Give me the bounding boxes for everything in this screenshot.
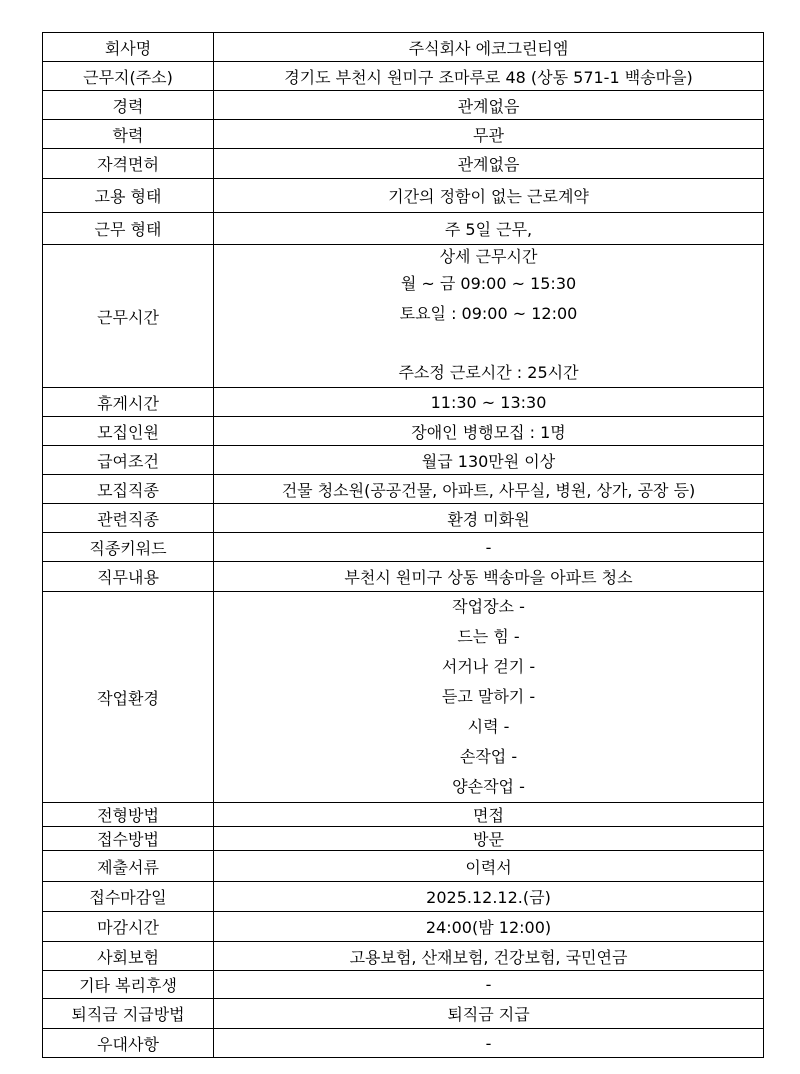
- row-label-deadline-date: 접수마감일: [43, 882, 214, 912]
- row-label-work-type: 근무 형태: [43, 213, 214, 245]
- row-value-location: 경기도 부천시 원미구 조마루로 48 (상동 571-1 백송마을): [214, 62, 764, 91]
- work-hours-line: 상세 근무시간: [439, 247, 538, 266]
- row-label-deadline-time: 마감시간: [43, 912, 214, 942]
- row-value-severance-payment: 퇴직금 지급: [214, 999, 764, 1029]
- row-label-location: 근무지(주소): [43, 62, 214, 91]
- row-label-severance-payment: 퇴직금 지급방법: [43, 999, 214, 1029]
- row-label-selection-method: 전형방법: [43, 803, 214, 827]
- row-label-other-benefits: 기타 복리후생: [43, 971, 214, 999]
- job-info-table: [42, 32, 764, 1058]
- row-label-documents: 제출서류: [43, 851, 214, 882]
- row-label-break-time: 휴게시간: [43, 388, 214, 417]
- table-row: [43, 33, 764, 62]
- work-hours-line: [218, 329, 759, 359]
- row-value-salary: 월급 130만원 이상: [214, 446, 764, 475]
- table-row: [43, 504, 764, 533]
- row-value-other-benefits: -: [214, 971, 764, 999]
- row-value-job-description: 부천시 원미구 상동 백송마을 아파트 청소: [214, 562, 764, 592]
- row-value-work-type: 주 5일 근무,: [214, 213, 764, 245]
- work-hours-line: 토요일 : 09:00 ~ 12:00: [399, 304, 578, 323]
- table-row: [43, 417, 764, 446]
- work-hours-line: 주소정 근로시간 : 25시간: [398, 363, 579, 382]
- table-row: [43, 179, 764, 213]
- row-label-social-insurance: 사회보험: [43, 942, 214, 971]
- table-row: [43, 149, 764, 179]
- row-value-job-category: 건물 청소원(공공건물, 아파트, 사무실, 병원, 상가, 공장 등): [214, 475, 764, 504]
- table-row: [43, 446, 764, 475]
- row-value-break-time: 11:30 ~ 13:30: [214, 388, 764, 417]
- work-environment-line: 손작업 -: [459, 747, 518, 766]
- table-row: [43, 62, 764, 91]
- row-label-job-category: 모집직종: [43, 475, 214, 504]
- row-value-headcount: 장애인 병행모집 : 1명: [214, 417, 764, 446]
- table-row: [43, 803, 764, 827]
- row-value-employment-type: 기간의 정함이 없는 근로계약: [214, 179, 764, 213]
- table-row: [43, 999, 764, 1029]
- row-value-education: 무관: [214, 120, 764, 149]
- table-row: [43, 475, 764, 504]
- row-value-company: 주식회사 에코그린티엠: [214, 33, 764, 62]
- row-value-application-method: 방문: [214, 827, 764, 851]
- table-row: [43, 120, 764, 149]
- table-row: [43, 91, 764, 120]
- work-environment-line: 드는 힘 -: [457, 627, 520, 646]
- row-value-deadline-time: 24:00(밤 12:00): [214, 912, 764, 942]
- row-value-related-job: 환경 미화원: [214, 504, 764, 533]
- row-label-employment-type: 고용 형태: [43, 179, 214, 213]
- row-label-company: 회사명: [43, 33, 214, 62]
- row-label-work-hours: 근무시간: [43, 245, 214, 388]
- work-environment-line: 서거나 걷기 -: [441, 657, 536, 676]
- row-value-experience: 관계없음: [214, 91, 764, 120]
- row-value-deadline-date: 2025.12.12.(금): [214, 882, 764, 912]
- table-row: [43, 971, 764, 999]
- row-value-preferences: -: [214, 1029, 764, 1058]
- table-row: [43, 592, 764, 803]
- table-row: [43, 245, 764, 388]
- work-environment-line: 양손작업 -: [452, 777, 525, 796]
- row-label-application-method: 접수방법: [43, 827, 214, 851]
- table-row: [43, 827, 764, 851]
- row-label-experience: 경력: [43, 91, 214, 120]
- row-label-work-environment: 작업환경: [43, 592, 214, 803]
- table-row: [43, 912, 764, 942]
- work-environment-line: 듣고 말하기 -: [441, 687, 536, 706]
- row-label-education: 학력: [43, 120, 214, 149]
- row-label-related-job: 관련직종: [43, 504, 214, 533]
- table-row: [43, 562, 764, 592]
- row-label-license: 자격면허: [43, 149, 214, 179]
- row-value-license: 관계없음: [214, 149, 764, 179]
- row-value-work-environment: [214, 592, 764, 803]
- row-value-job-keyword: -: [214, 533, 764, 562]
- table-row: [43, 1029, 764, 1058]
- row-label-preferences: 우대사항: [43, 1029, 214, 1058]
- work-environment-line: 작업장소 -: [452, 597, 525, 616]
- row-value-work-hours: [214, 245, 764, 388]
- row-label-salary: 급여조건: [43, 446, 214, 475]
- work-environment-line: 시력 -: [467, 717, 510, 736]
- table-row: [43, 388, 764, 417]
- row-label-job-description: 직무내용: [43, 562, 214, 592]
- row-label-headcount: 모집인원: [43, 417, 214, 446]
- row-value-selection-method: 면접: [214, 803, 764, 827]
- table-row: [43, 851, 764, 882]
- table-row: [43, 213, 764, 245]
- table-row: [43, 533, 764, 562]
- work-hours-line: 월 ~ 금 09:00 ~ 15:30: [400, 274, 577, 293]
- row-value-documents: 이력서: [214, 851, 764, 882]
- row-label-job-keyword: 직종키워드: [43, 533, 214, 562]
- table-row: [43, 882, 764, 912]
- row-value-social-insurance: 고용보험, 산재보험, 건강보험, 국민연금: [214, 942, 764, 971]
- table-row: [43, 942, 764, 971]
